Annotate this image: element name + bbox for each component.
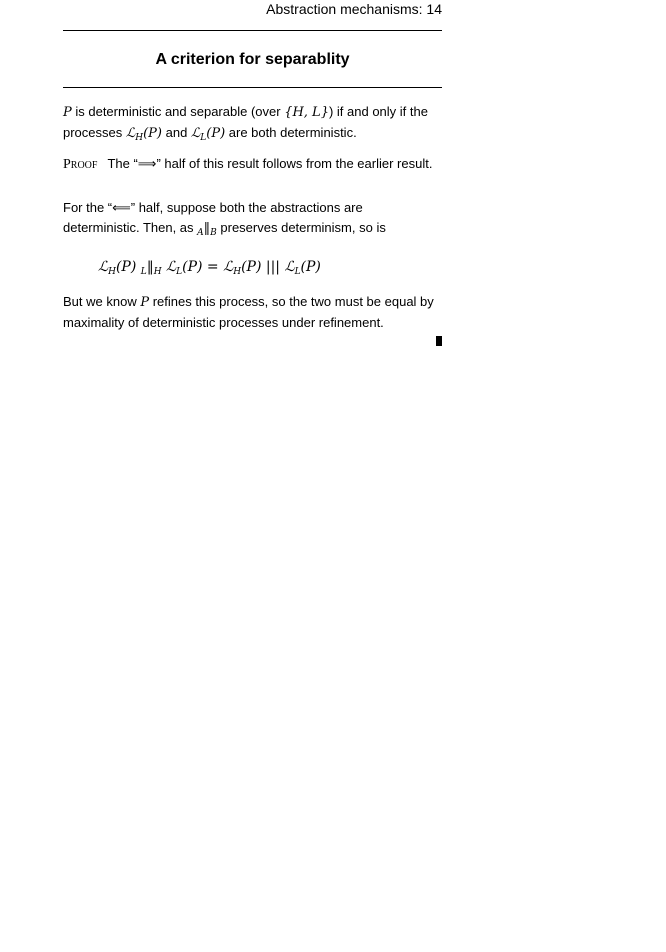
conclusion-paragraph xyxy=(63,292,442,333)
parallel-op-pre: A xyxy=(197,228,204,238)
qed-box xyxy=(436,336,442,346)
abstraction-lh-sub: H xyxy=(135,133,144,143)
proof-paragraph xyxy=(63,154,442,175)
proof-text: The “⟹” half of this result follows from the earlier result. xyxy=(107,156,433,171)
eq-interleave: ||| xyxy=(265,259,281,275)
theorem-text-3: are both deterministic. xyxy=(225,125,357,140)
theorem-and: and xyxy=(162,125,191,140)
abstraction-ll-arg: (P) xyxy=(206,126,226,141)
eq-rl-sub: L xyxy=(294,267,301,277)
abstraction-lh-arg: (P) xyxy=(143,126,162,141)
symbol-p-2: P xyxy=(140,295,150,310)
theorem-text-1: is deterministic and separable (over xyxy=(71,104,285,119)
eq-lh: ℒ xyxy=(98,259,109,275)
eq-ll-arg: (P) = xyxy=(182,259,224,275)
converse-text-1: For the “⟸” half, suppose both the abstractions are deterministic. Then, as xyxy=(63,200,363,235)
abstraction-ll: ℒ xyxy=(190,126,201,141)
eq-rl: ℒ xyxy=(280,259,295,275)
title-rule-top xyxy=(63,30,442,31)
slide-title: A criterion for separablity xyxy=(155,51,350,68)
theorem-text-2: ) if and only if the processes xyxy=(63,104,428,140)
eq-rh-sub: H xyxy=(233,267,242,277)
symbol-p: P xyxy=(63,105,72,120)
eq-rh-arg: (P) xyxy=(241,259,266,275)
conclusion-text-1: But we know xyxy=(63,294,141,309)
parallel-op: ‖ xyxy=(203,221,211,236)
theorem-paragraph xyxy=(63,102,442,148)
eq-rh: ℒ xyxy=(223,259,234,275)
eq-ll: ℒ xyxy=(161,259,177,275)
eq-rl-arg: (P) xyxy=(300,259,321,275)
set-hl: {H, L} xyxy=(284,105,329,120)
abstraction-ll-sub: L xyxy=(200,133,207,143)
eq-ll-sub: L xyxy=(176,267,183,277)
eq-par-pre: L xyxy=(140,267,147,277)
abstraction-lh: ℒ xyxy=(125,126,136,141)
eq-lh-arg: (P) xyxy=(115,259,141,275)
eq-par-post: H xyxy=(153,267,162,277)
parallel-op-post: B xyxy=(210,228,217,238)
converse-paragraph xyxy=(63,198,442,243)
display-equation xyxy=(98,256,418,282)
converse-text-2: preserves determinism, so is xyxy=(216,220,386,235)
eq-lh-sub: H xyxy=(108,267,116,277)
running-head: Abstraction mechanisms: 14 xyxy=(266,1,442,17)
title-rule-bottom xyxy=(63,87,442,88)
proof-label: Proof xyxy=(63,157,98,172)
eq-par: ‖ xyxy=(146,259,154,275)
conclusion-text-2: refines this process, so the two must be equal by maximality of deterministic processes under refinement. xyxy=(63,294,434,330)
